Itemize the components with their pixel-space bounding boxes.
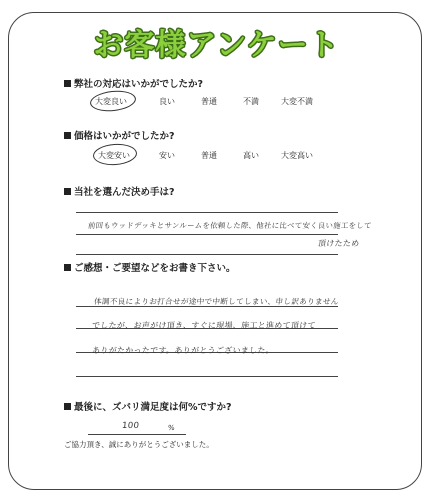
option-price-5[interactable]: 大変高い <box>281 151 313 160</box>
answer-line <box>76 376 338 377</box>
handwritten-answer-line: 前回もウッドデッキとサンルームを依頼した際、他社に比べて安く良い施工をして <box>87 221 373 230</box>
satisfaction-value: 100 <box>121 421 140 431</box>
answer-line <box>76 212 338 213</box>
option-price-2[interactable]: 安い <box>159 151 175 160</box>
option-service-4[interactable]: 不満 <box>243 97 259 106</box>
bullet-icon <box>64 403 71 410</box>
satisfaction-unit: % <box>167 424 176 432</box>
option-service-5[interactable]: 大変不満 <box>281 97 313 106</box>
question-comments-label: ご感想・ご要望などをお書き下さい。 <box>74 263 236 274</box>
question-satisfaction-label: 最後に、ズバリ満足度は何%ですか? <box>74 402 232 413</box>
satisfaction-line <box>88 434 186 435</box>
bullet-icon <box>64 264 71 271</box>
question-service <box>64 76 203 90</box>
question-reason-label: 当社を選んだ決め手は? <box>74 187 175 198</box>
question-service-label: 弊社の対応はいかがでしたか? <box>74 79 204 90</box>
question-comments <box>64 260 236 274</box>
bullet-icon <box>64 80 71 87</box>
option-service-2[interactable]: 良い <box>159 97 175 106</box>
bullet-icon <box>64 132 71 139</box>
question-price <box>64 128 175 142</box>
question-price-label: 価格はいかがでしたか? <box>74 131 175 142</box>
answer-line <box>76 254 338 255</box>
survey-title: お客様アンケート <box>93 28 340 63</box>
handwritten-answer-line: 頂けたため <box>317 239 360 248</box>
thank-you-note: ご協力頂き、誠にありがとうございました。 <box>64 440 214 449</box>
option-price-3[interactable]: 普通 <box>201 151 217 160</box>
question-satisfaction <box>64 399 232 413</box>
handwritten-answer-line: でしたが、お声がけ頂き、すぐに現場、施工と進めて頂けて <box>91 321 317 330</box>
handwritten-answer-line: ありがたかったです。ありがとうございました。 <box>91 346 275 355</box>
option-service-3[interactable]: 普通 <box>201 97 217 106</box>
option-service-1[interactable]: 大変良い <box>95 97 127 106</box>
answer-line <box>76 234 338 235</box>
bullet-icon <box>64 188 71 195</box>
option-price-1[interactable]: 大変安い <box>98 151 130 160</box>
handwritten-answer-line: 体調不良によりお打合せが途中で中断してしまい、申し訳ありません <box>93 297 340 306</box>
option-price-4[interactable]: 高い <box>243 151 259 160</box>
question-reason <box>64 184 175 198</box>
